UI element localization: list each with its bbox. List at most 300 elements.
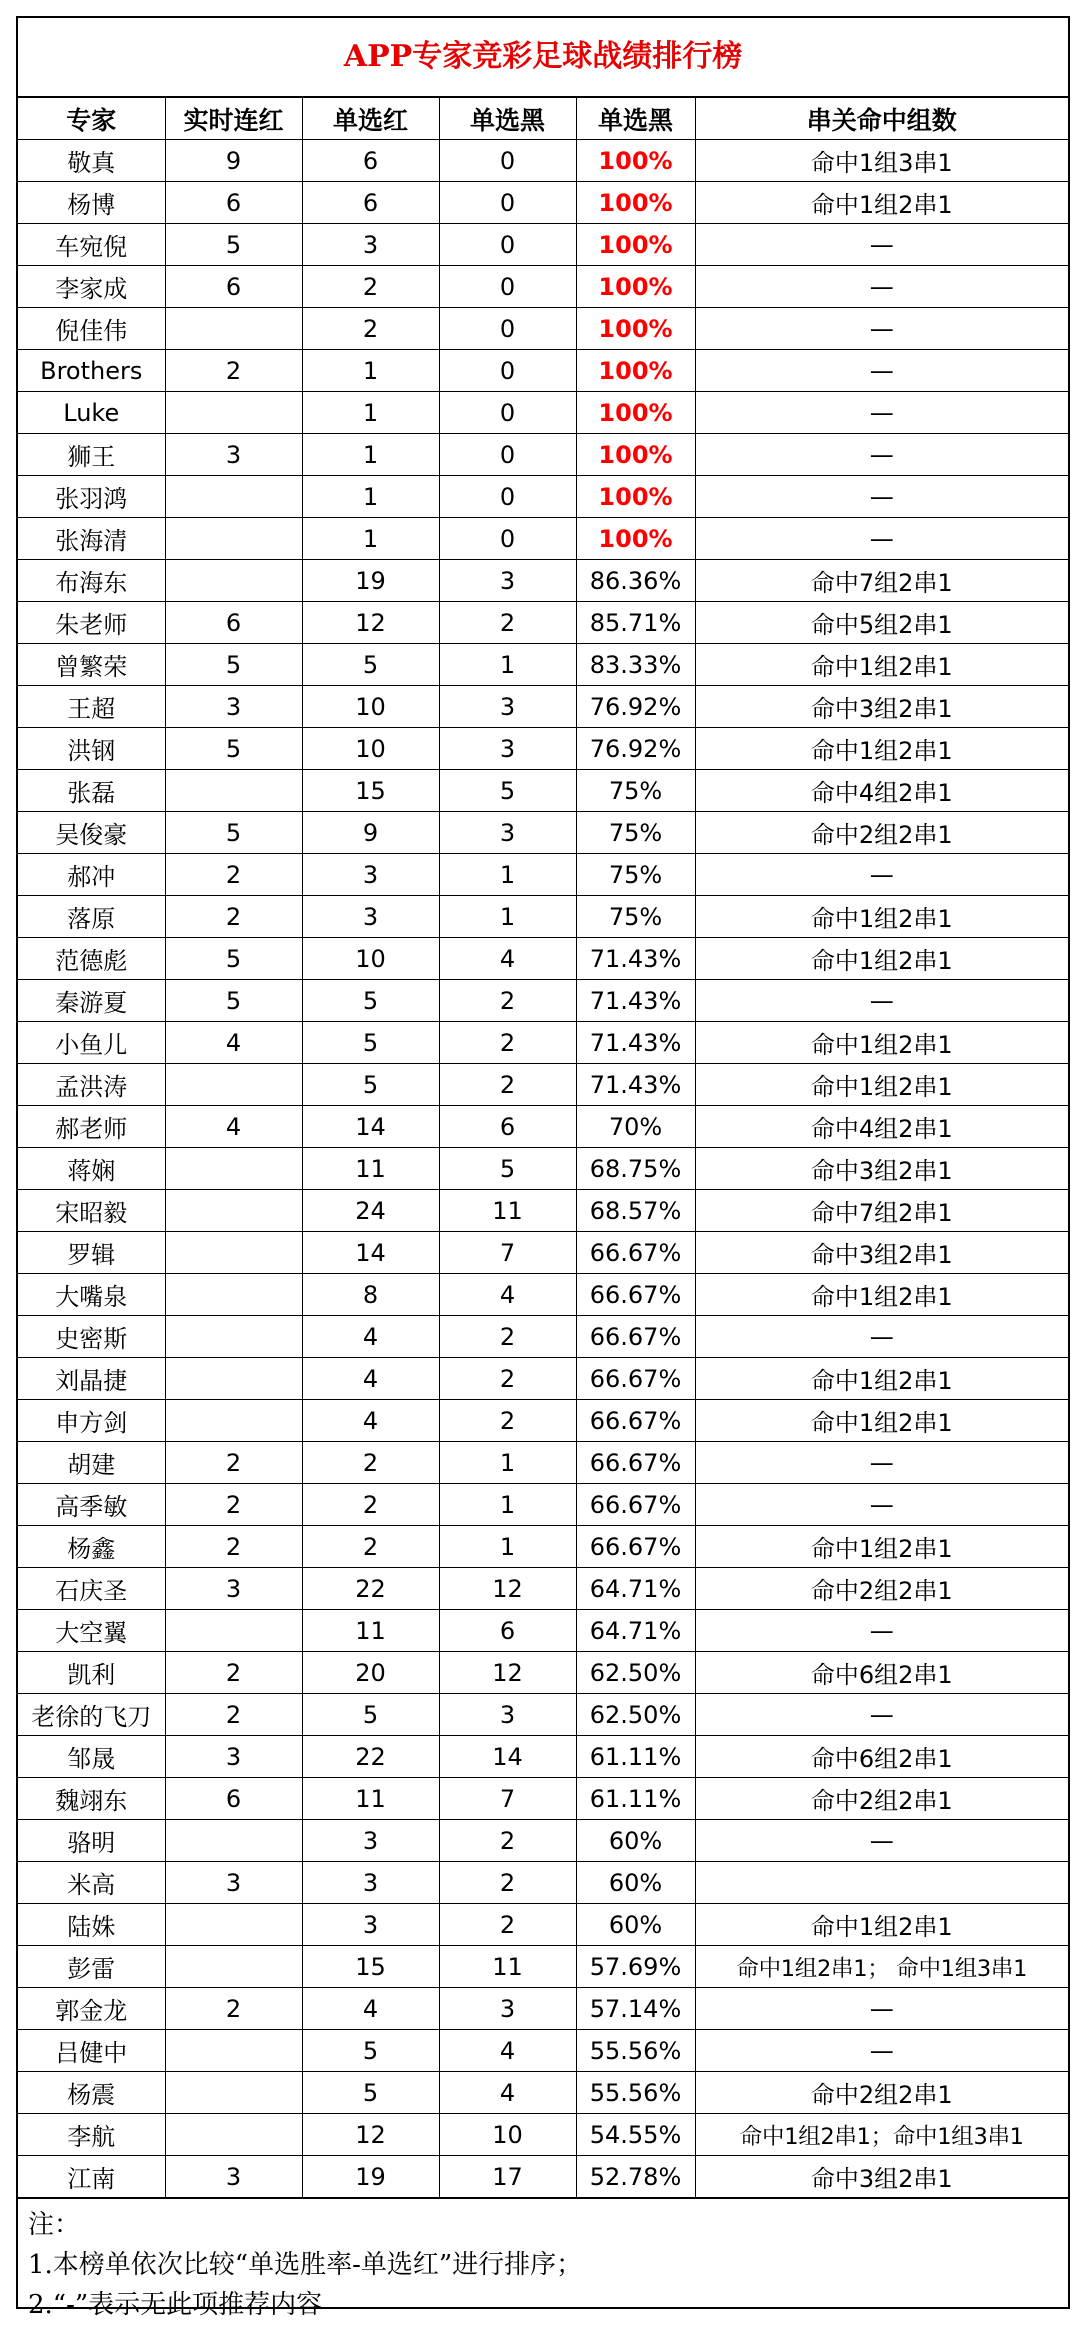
single-rate-cell: 64.71% [576,1610,695,1652]
streak-cell [165,1946,302,1988]
single-rate-cell: 100% [576,476,695,518]
table-row [18,896,1068,938]
single-black-cell: 0 [439,434,576,476]
single-rate-cell: 76.92% [576,728,695,770]
streak-cell: 3 [165,434,302,476]
single-red-cell: 5 [302,2030,439,2072]
notes-heading: 注： [28,2210,81,2240]
expert-name-cell: 杨鑫 [18,1526,165,1568]
single-black-cell: 4 [439,2030,576,2072]
parlay-hits-cell: 命中1组2串1； 命中1组3串1 [695,1946,1068,1988]
single-rate-cell: 64.71% [576,1568,695,1610]
single-rate-cell: 76.92% [576,686,695,728]
single-black-cell: 2 [439,1820,576,1862]
header-parlay-hits: 串关命中组数 [695,98,1068,140]
single-red-cell: 4 [302,1316,439,1358]
table-row [18,1400,1068,1442]
parlay-hits-cell: — [695,1988,1068,2030]
single-rate-cell: 60% [576,1904,695,1946]
expert-name-cell: 小鱼儿 [18,1022,165,1064]
note-line-2: 2.“-”表示无此项推荐内容 [28,2290,323,2320]
single-rate-cell: 100% [576,392,695,434]
single-rate-cell: 66.67% [576,1358,695,1400]
expert-name-cell: 张羽鸿 [18,476,165,518]
parlay-hits-cell: 命中2组2串1 [695,812,1068,854]
streak-cell [165,1820,302,1862]
expert-name-cell: 范德彪 [18,938,165,980]
single-black-cell: 2 [439,1064,576,1106]
single-rate-cell: 66.67% [576,1526,695,1568]
single-rate-cell: 62.50% [576,1694,695,1736]
single-rate-cell: 71.43% [576,980,695,1022]
parlay-hits-cell: 命中3组2串1 [695,1232,1068,1274]
single-red-cell: 1 [302,350,439,392]
single-black-cell: 3 [439,1988,576,2030]
single-black-cell: 1 [439,1442,576,1484]
single-rate-cell: 54.55% [576,2114,695,2156]
single-red-cell: 19 [302,2156,439,2198]
single-rate-cell: 60% [576,1820,695,1862]
single-rate-cell: 100% [576,266,695,308]
table-row [18,1064,1068,1106]
parlay-hits-cell: 命中7组2串1 [695,1190,1068,1232]
parlay-hits-cell: 命中1组2串1 [695,1358,1068,1400]
single-red-cell: 3 [302,854,439,896]
single-red-cell: 5 [302,980,439,1022]
expert-name-cell: 江南 [18,2156,165,2198]
single-black-cell: 0 [439,224,576,266]
streak-cell: 3 [165,1568,302,1610]
table-body [18,140,1068,2198]
single-black-cell: 5 [439,770,576,812]
table-row [18,812,1068,854]
single-black-cell: 1 [439,896,576,938]
streak-cell: 2 [165,1526,302,1568]
table-row [18,686,1068,728]
table-row [18,602,1068,644]
single-red-cell: 12 [302,2114,439,2156]
table-row [18,1442,1068,1484]
table-row [18,1862,1068,1904]
single-black-cell: 1 [439,854,576,896]
single-red-cell: 10 [302,938,439,980]
streak-cell: 2 [165,896,302,938]
single-black-cell: 0 [439,476,576,518]
expert-name-cell: 高季敏 [18,1484,165,1526]
single-black-cell: 3 [439,1694,576,1736]
single-red-cell: 6 [302,182,439,224]
streak-cell [165,2072,302,2114]
parlay-hits-cell: — [695,1442,1068,1484]
single-red-cell: 2 [302,266,439,308]
table-row [18,770,1068,812]
single-rate-cell: 83.33% [576,644,695,686]
single-red-cell: 10 [302,686,439,728]
expert-name-cell: 郭金龙 [18,1988,165,2030]
expert-name-cell: 倪佳伟 [18,308,165,350]
table-row [18,1484,1068,1526]
table-row [18,1904,1068,1946]
single-rate-cell: 86.36% [576,560,695,602]
single-red-cell: 5 [302,1022,439,1064]
single-red-cell: 1 [302,392,439,434]
single-black-cell: 0 [439,350,576,392]
table-row [18,1274,1068,1316]
single-rate-cell: 75% [576,770,695,812]
expert-name-cell: 杨博 [18,182,165,224]
expert-name-cell: 胡建 [18,1442,165,1484]
expert-name-cell: 彭雷 [18,1946,165,1988]
parlay-hits-cell: 命中1组2串1 [695,1064,1068,1106]
expert-name-cell: 张海清 [18,518,165,560]
expert-name-cell: 吴俊豪 [18,812,165,854]
streak-cell [165,2030,302,2072]
table-row [18,224,1068,266]
streak-cell: 2 [165,1988,302,2030]
single-red-cell: 14 [302,1106,439,1148]
single-red-cell: 3 [302,1820,439,1862]
notes [18,2198,1068,2325]
table-row [18,1820,1068,1862]
streak-cell [165,308,302,350]
table-row [18,728,1068,770]
parlay-hits-cell: — [695,350,1068,392]
single-red-cell: 8 [302,1274,439,1316]
single-red-cell: 22 [302,1736,439,1778]
parlay-hits-cell: 命中3组2串1 [695,2156,1068,2198]
single-red-cell: 5 [302,2072,439,2114]
single-black-cell: 1 [439,644,576,686]
expert-name-cell: Brothers [18,350,165,392]
single-black-cell: 2 [439,1862,576,1904]
single-rate-cell: 68.57% [576,1190,695,1232]
parlay-hits-cell: 命中1组2串1；命中1组3串1 [695,2114,1068,2156]
expert-name-cell: 曾繁荣 [18,644,165,686]
streak-cell [165,518,302,560]
parlay-hits-cell: 命中7组2串1 [695,560,1068,602]
single-black-cell: 2 [439,1904,576,1946]
expert-name-cell: 蒋娴 [18,1148,165,1190]
single-rate-cell: 66.67% [576,1232,695,1274]
table-row [18,182,1068,224]
single-rate-cell: 66.67% [576,1400,695,1442]
single-black-cell: 12 [439,1568,576,1610]
table-row [18,1988,1068,2030]
parlay-hits-cell: — [695,476,1068,518]
single-rate-cell: 61.11% [576,1778,695,1820]
table-row [18,1022,1068,1064]
streak-cell [165,1904,302,1946]
single-black-cell: 2 [439,1400,576,1442]
parlay-hits-cell: — [695,1694,1068,1736]
parlay-hits-cell: 命中5组2串1 [695,602,1068,644]
header-single-black: 单选黑 [439,98,576,140]
streak-cell: 2 [165,1652,302,1694]
table-row [18,644,1068,686]
table-row [18,1526,1068,1568]
parlay-hits-cell: 命中1组2串1 [695,938,1068,980]
single-rate-cell: 68.75% [576,1148,695,1190]
parlay-hits-cell: — [695,1610,1068,1652]
streak-cell: 3 [165,1862,302,1904]
parlay-hits-cell: 命中4组2串1 [695,770,1068,812]
parlay-hits-cell: — [695,980,1068,1022]
single-rate-cell: 100% [576,182,695,224]
single-rate-cell: 100% [576,350,695,392]
expert-name-cell: 张磊 [18,770,165,812]
table-row [18,266,1068,308]
expert-name-cell: 石庆圣 [18,1568,165,1610]
single-rate-cell: 100% [576,518,695,560]
single-black-cell: 11 [439,1190,576,1232]
single-red-cell: 4 [302,1400,439,1442]
parlay-hits-cell: 命中1组2串1 [695,644,1068,686]
single-rate-cell: 71.43% [576,938,695,980]
table-row [18,350,1068,392]
parlay-hits-cell: 命中1组2串1 [695,1400,1068,1442]
expert-name-cell: 落原 [18,896,165,938]
single-red-cell: 14 [302,1232,439,1274]
streak-cell: 6 [165,266,302,308]
table-row [18,1358,1068,1400]
streak-cell: 2 [165,350,302,392]
expert-name-cell: 史密斯 [18,1316,165,1358]
single-black-cell: 2 [439,1358,576,1400]
single-red-cell: 15 [302,770,439,812]
single-rate-cell: 66.67% [576,1316,695,1358]
single-red-cell: 20 [302,1652,439,1694]
parlay-hits-cell: 命中4组2串1 [695,1106,1068,1148]
table-row [18,1148,1068,1190]
streak-cell: 4 [165,1022,302,1064]
expert-name-cell: 朱老师 [18,602,165,644]
streak-cell [165,1274,302,1316]
single-rate-cell: 71.43% [576,1022,695,1064]
streak-cell [165,1148,302,1190]
table-row [18,518,1068,560]
single-red-cell: 4 [302,1358,439,1400]
parlay-hits-cell: 命中1组2串1 [695,728,1068,770]
single-rate-cell: 75% [576,812,695,854]
single-rate-cell: 55.56% [576,2072,695,2114]
table-row [18,1652,1068,1694]
single-black-cell: 0 [439,392,576,434]
single-black-cell: 7 [439,1778,576,1820]
table-header-row [18,98,1068,140]
single-black-cell: 7 [439,1232,576,1274]
single-rate-cell: 100% [576,224,695,266]
single-black-cell: 2 [439,980,576,1022]
table-row [18,1946,1068,1988]
expert-name-cell: 李航 [18,2114,165,2156]
streak-cell [165,2114,302,2156]
single-rate-cell: 100% [576,308,695,350]
streak-cell [165,1358,302,1400]
single-rate-cell: 66.67% [576,1484,695,1526]
expert-name-cell: 秦游夏 [18,980,165,1022]
parlay-hits-cell: — [695,2030,1068,2072]
note-line-1: 1.本榜单依次比较“单选胜率-单选红”进行排序； [28,2250,583,2280]
table-row [18,2072,1068,2114]
single-red-cell: 6 [302,140,439,182]
expert-name-cell: 布海东 [18,560,165,602]
streak-cell: 3 [165,1736,302,1778]
streak-cell [165,476,302,518]
streak-cell: 4 [165,1106,302,1148]
expert-name-cell: 王超 [18,686,165,728]
single-red-cell: 3 [302,896,439,938]
single-black-cell: 3 [439,728,576,770]
single-red-cell: 22 [302,1568,439,1610]
streak-cell [165,1232,302,1274]
table-row [18,1694,1068,1736]
streak-cell: 2 [165,854,302,896]
single-black-cell: 12 [439,1652,576,1694]
streak-cell: 3 [165,2156,302,2198]
expert-name-cell: 魏翊东 [18,1778,165,1820]
parlay-hits-cell: — [695,266,1068,308]
single-red-cell: 1 [302,476,439,518]
single-black-cell: 10 [439,2114,576,2156]
table-row [18,1106,1068,1148]
single-rate-cell: 60% [576,1862,695,1904]
single-red-cell: 11 [302,1610,439,1652]
table-row [18,140,1068,182]
single-red-cell: 2 [302,308,439,350]
parlay-hits-cell: 命中1组2串1 [695,896,1068,938]
parlay-hits-cell: 命中1组2串1 [695,1022,1068,1064]
expert-name-cell: 大空翼 [18,1610,165,1652]
ranking-table [18,98,1068,2198]
single-rate-cell: 66.67% [576,1442,695,1484]
expert-name-cell: 申方剑 [18,1400,165,1442]
single-rate-cell: 61.11% [576,1736,695,1778]
single-red-cell: 11 [302,1778,439,1820]
page-title: APP专家竞彩足球战绩排行榜 [18,18,1068,98]
single-rate-cell: 55.56% [576,2030,695,2072]
parlay-hits-cell: — [695,1820,1068,1862]
parlay-hits-cell: — [695,518,1068,560]
single-red-cell: 9 [302,812,439,854]
single-black-cell: 4 [439,2072,576,2114]
single-black-cell: 6 [439,1106,576,1148]
single-red-cell: 1 [302,518,439,560]
parlay-hits-cell: — [695,308,1068,350]
parlay-hits-cell: — [695,854,1068,896]
single-rate-cell: 57.14% [576,1988,695,2030]
table-row [18,434,1068,476]
streak-cell: 9 [165,140,302,182]
single-red-cell: 12 [302,602,439,644]
expert-name-cell: 吕健中 [18,2030,165,2072]
expert-name-cell: 狮王 [18,434,165,476]
expert-name-cell: 杨震 [18,2072,165,2114]
single-red-cell: 19 [302,560,439,602]
header-expert: 专家 [18,98,165,140]
single-rate-cell: 71.43% [576,1064,695,1106]
single-red-cell: 15 [302,1946,439,1988]
single-black-cell: 5 [439,1148,576,1190]
single-black-cell: 3 [439,686,576,728]
single-black-cell: 2 [439,602,576,644]
single-red-cell: 3 [302,224,439,266]
table-row [18,1568,1068,1610]
parlay-hits-cell: 命中2组2串1 [695,1568,1068,1610]
single-red-cell: 4 [302,1988,439,2030]
single-black-cell: 2 [439,1316,576,1358]
table-row [18,2030,1068,2072]
single-rate-cell: 57.69% [576,1946,695,1988]
expert-name-cell: 罗辑 [18,1232,165,1274]
parlay-hits-cell: 命中1组2串1 [695,1274,1068,1316]
single-red-cell: 5 [302,1064,439,1106]
table-row [18,1190,1068,1232]
streak-cell: 3 [165,686,302,728]
single-red-cell: 10 [302,728,439,770]
streak-cell [165,1610,302,1652]
single-rate-cell: 70% [576,1106,695,1148]
parlay-hits-cell: 命中1组2串1 [695,1904,1068,1946]
single-black-cell: 0 [439,266,576,308]
table-row [18,2156,1068,2198]
parlay-hits-cell: 命中1组2串1 [695,1526,1068,1568]
single-red-cell: 5 [302,1694,439,1736]
single-red-cell: 2 [302,1442,439,1484]
streak-cell: 6 [165,182,302,224]
single-red-cell: 3 [302,1904,439,1946]
single-red-cell: 24 [302,1190,439,1232]
single-red-cell: 2 [302,1484,439,1526]
single-black-cell: 1 [439,1484,576,1526]
parlay-hits-cell: 命中3组2串1 [695,686,1068,728]
expert-name-cell: 米高 [18,1862,165,1904]
single-rate-cell: 75% [576,896,695,938]
single-black-cell: 17 [439,2156,576,2198]
parlay-hits-cell: — [695,1316,1068,1358]
streak-cell: 2 [165,1484,302,1526]
parlay-hits-cell: 命中6组2串1 [695,1652,1068,1694]
streak-cell [165,770,302,812]
single-black-cell: 4 [439,938,576,980]
header-single-rate: 单选黑 [576,98,695,140]
parlay-hits-cell: — [695,434,1068,476]
table-row [18,2114,1068,2156]
single-black-cell: 4 [439,1274,576,1316]
single-black-cell: 11 [439,1946,576,1988]
streak-cell [165,1190,302,1232]
single-black-cell: 0 [439,182,576,224]
single-rate-cell: 62.50% [576,1652,695,1694]
single-red-cell: 1 [302,434,439,476]
parlay-hits-cell: 命中3组2串1 [695,1148,1068,1190]
single-rate-cell: 75% [576,854,695,896]
expert-name-cell: 郝冲 [18,854,165,896]
parlay-hits-cell: 命中2组2串1 [695,2072,1068,2114]
expert-name-cell: Luke [18,392,165,434]
streak-cell: 5 [165,812,302,854]
expert-name-cell: 李家成 [18,266,165,308]
parlay-hits-cell [695,1862,1068,1904]
single-red-cell: 5 [302,644,439,686]
expert-name-cell: 邹晟 [18,1736,165,1778]
parlay-hits-cell: — [695,392,1068,434]
single-black-cell: 14 [439,1736,576,1778]
streak-cell: 5 [165,644,302,686]
table-row [18,308,1068,350]
parlay-hits-cell: 命中1组2串1 [695,182,1068,224]
expert-name-cell: 车宛倪 [18,224,165,266]
single-black-cell: 0 [439,308,576,350]
